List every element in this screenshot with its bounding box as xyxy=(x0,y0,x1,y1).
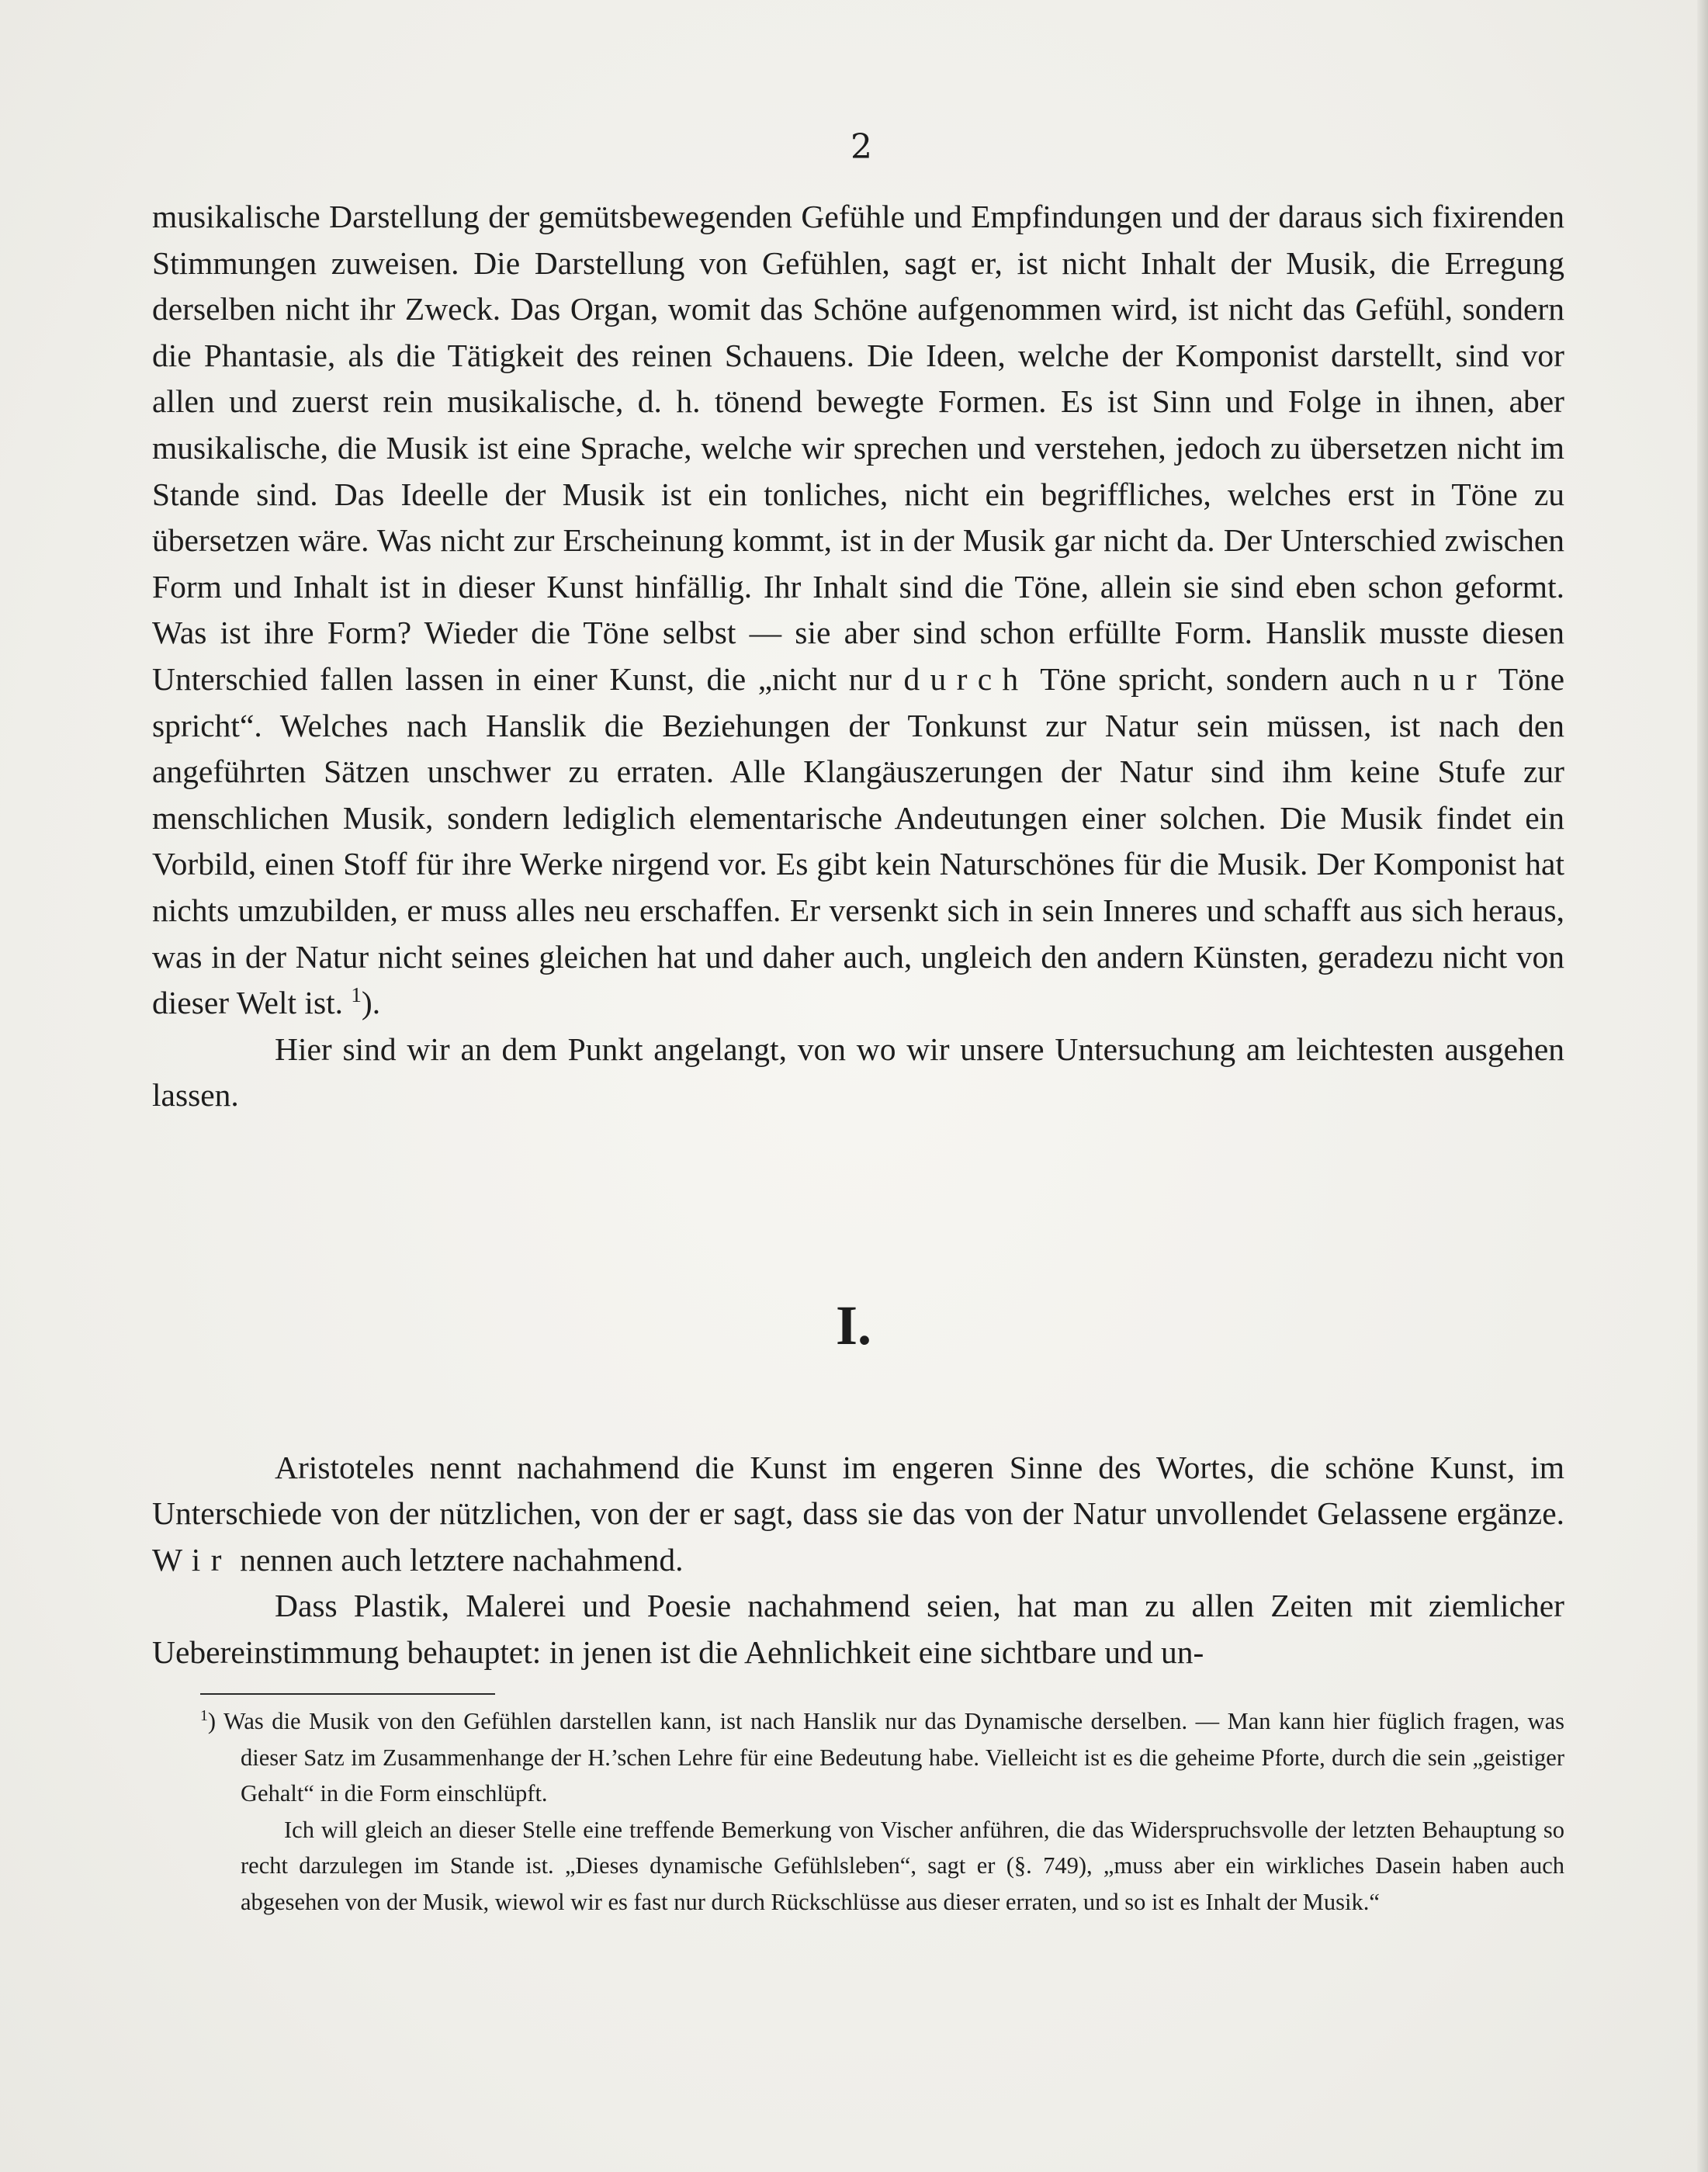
page-edge-shadow xyxy=(1697,0,1708,2172)
footnotes xyxy=(200,1703,1564,1920)
footnote xyxy=(200,1703,1564,1812)
section-heading: I. xyxy=(835,1294,872,1356)
text-run: musikalische Darstellung der gemütsbewegenden Gefühle und Empfindungen und der daraus sich fixirenden Stimmungen zuweisen. Die Darstellung von Gefühlen, sagt er, ist nicht Inhalt der Musik, die Erregung derselben nicht ihr Zweck. Das Organ, womit das Schöne aufgenommen wird, ist nicht das Gefühl, sondern die Phantasie, als die Tätigkeit des reinen Schauens. Die Ideen, welche der Komponist darstellt, sind vor allen und zuerst rein musikalische, d. h. tönend bewegte Formen. Es ist Sinn und Folge in ihnen, aber musikalische, die Musik ist eine Sprache, welche wir sprechen und verstehen, jedoch zu übersetzen nicht im Stande sind. Das Ideelle der Musik ist ein tonliches, nicht ein begriffliches, welches erst in Töne zu übersetzen wäre. Was nicht zur Erscheinung kommt, ist in der Musik gar nicht da. Der Unterschied zwischen Form und Inhalt ist in dieser Kunst hinfällig. Ihr Inhalt sind die Töne, allein sie sind eben schon geformt. Was ist ihre Form? Wieder die Töne selbst — sie aber sind schon erfüllte Form. Hanslik musste diesen Unterschied fallen lassen in einer Kunst, die „nicht nur xyxy=(152,199,1564,697)
footnote-text: ) Was die Musik von den Gefühlen darstellen kann, ist nach Hanslik nur das Dynamische derselben. — Man kann hier füglich fragen, was dieser Satz im Zusammenhange der H.’schen Lehre für eine Bedeutung habe. Vielleicht ist es die geheime Pforte, durch die sein „geistiger Gehalt“ in die Form einschlüpft. xyxy=(207,1708,1564,1807)
page-number: 2 xyxy=(851,127,872,167)
paragraph xyxy=(152,194,1564,1027)
text-run: Töne spricht“. Welches nach Hanslik die Beziehungen der Tonkunst zur Natur sein müssen, ist nach den angeführten Sätzen unschwer zu erraten. Alle Klangäuszerungen der Natur sind ihm keine Stufe zur menschlichen Musik, sondern lediglich elementarische Andeutungen einer solchen. Die Musik findet ein Vorbild, einen Stoff für ihre Werke nirgend vor. Es gibt kein Naturschönes für die Musik. Der Komponist hat nichts umzubilden, er muss alles neu erschaffen. Er versenkt sich in sein Inneres und schafft aus sich heraus, was in der Natur nicht seines gleichen hat und daher auch, ungleich den andern Künsten, geradezu nicht von dieser Welt ist. xyxy=(152,660,1565,1021)
paragraph: Dass Plastik, Malerei und Poesie nachahmend seien, hat man zu allen Zeiten mit ziemlicher Uebereinstimmung behauptet: in jenen ist die Aehnlichkeit eine sichtbare und un- xyxy=(152,1588,1564,1670)
body-text xyxy=(152,194,1564,1119)
text-run: Aristoteles nennt nachahmend die Kunst im engeren Sinne des Wortes, die schöne Kunst, im Unterschiede von der nützlichen, von der er sagt, dass sie das von der Natur unvollendet Gelassene ergänze. xyxy=(152,1450,1564,1532)
emphasis-spaced: Wir xyxy=(152,1541,232,1578)
footnote-continuation: Ich will gleich an dieser Stelle eine treffende Bemerkung von Vischer anführen, die das Widerspruchsvolle der letzten Behauptung so recht darzulegen im Stande ist. „Dieses dynamische Gefühlsleben“, sagt er (§. 749), „muss aber ein wirkliches Dasein haben auch abgesehen von der Musik, wiewol wir es fast nur durch Rückschlüsse aus dieser erraten, und so ist es Inhalt der Musik.“ xyxy=(241,1816,1564,1915)
paragraph: Hier sind wir an dem Punkt angelangt, von wo wir unsere Untersuchung am leichtesten ausgehen lassen. xyxy=(152,1031,1564,1114)
footnote-marker: 1 xyxy=(200,1706,208,1724)
footnote-divider xyxy=(200,1693,495,1695)
footnote-reference[interactable]: 1 xyxy=(351,983,362,1007)
text-run: Töne spricht, sondern auch xyxy=(1028,660,1413,697)
paragraph xyxy=(152,1445,1564,1583)
section-text xyxy=(152,1445,1564,1675)
text-run: ). xyxy=(361,985,381,1021)
text-run: nennen auch letztere nachahmend. xyxy=(231,1541,684,1578)
emphasis-spaced: durch xyxy=(903,660,1029,697)
emphasis-spaced: nur xyxy=(1412,660,1487,697)
